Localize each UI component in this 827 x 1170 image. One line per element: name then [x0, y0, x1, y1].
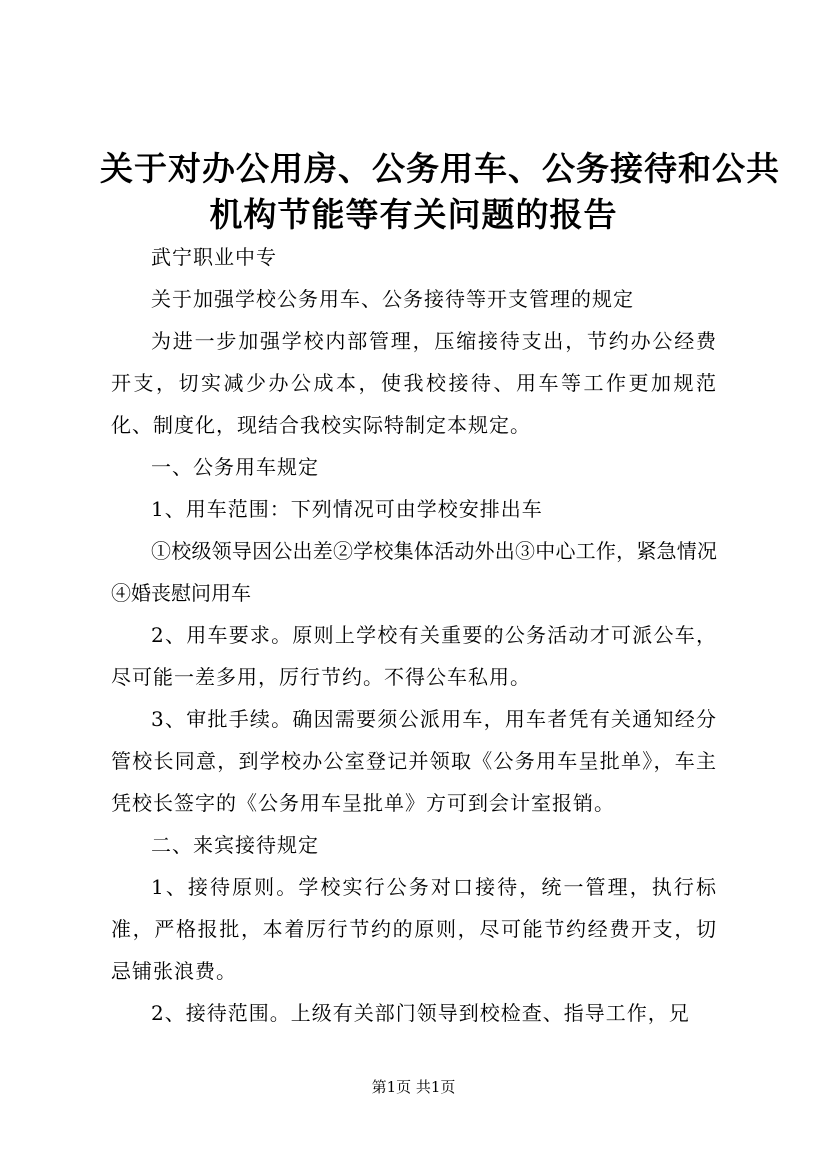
- section-heading-vehicle: 一、公务用车规定: [151, 455, 319, 479]
- paragraph-vehicle-approval: 3、审批手续。确因需要须公派用车，用车者凭有关通知经分管校长同意，到学校办公室登记并领取《公务用车呈批单》，车主凭校长签字的《公务用车呈批单》方可到会计室报销。: [111, 707, 717, 815]
- document-title-line-1: 关于对办公用房、公务用车、公务接待和公共: [100, 149, 780, 188]
- section-heading-reception: 二、来宾接待规定: [151, 833, 319, 857]
- paragraph-regulation-title: 关于加强学校公务用车、公务接待等开支管理的规定: [151, 287, 634, 311]
- paragraph-vehicle-scope: 1、用车范围：下列情况可由学校安排出车: [151, 497, 543, 521]
- paragraph-school-name: 武宁职业中专: [151, 245, 277, 269]
- paragraph-intro: 为进一步加强学校内部管理，压缩接待支出，节约办公经费开支，切实减少办公成本，使我校接待、用车等工作更加规范化、制度化，现结合我校实际特制定本规定。: [111, 329, 717, 437]
- paragraph-reception-scope: 2、接待范围。上级有关部门领导到校检查、指导工作，兄: [151, 1001, 690, 1025]
- paragraph-vehicle-requirements: 2、用车要求。原则上学校有关重要的公务活动才可派公车，尽可能一差多用，厉行节约。不得公车私用。: [111, 623, 717, 689]
- document-title-line-2: 机构节能等有关问题的报告: [209, 195, 618, 234]
- document-body: [111, 236, 717, 1034]
- paragraph-reception-principle: 1、接待原则。学校实行公务对口接待，统一管理，执行标准，严格报批，本着厉行节约的原则，尽可能节约经费开支，切忌铺张浪费。: [111, 875, 717, 983]
- page-footer: 第1页 共1页: [371, 1078, 456, 1096]
- paragraph-vehicle-cases: ①校级领导因公出差②学校集体活动外出③中心工作，紧急情况④婚丧慰问用车: [111, 539, 717, 605]
